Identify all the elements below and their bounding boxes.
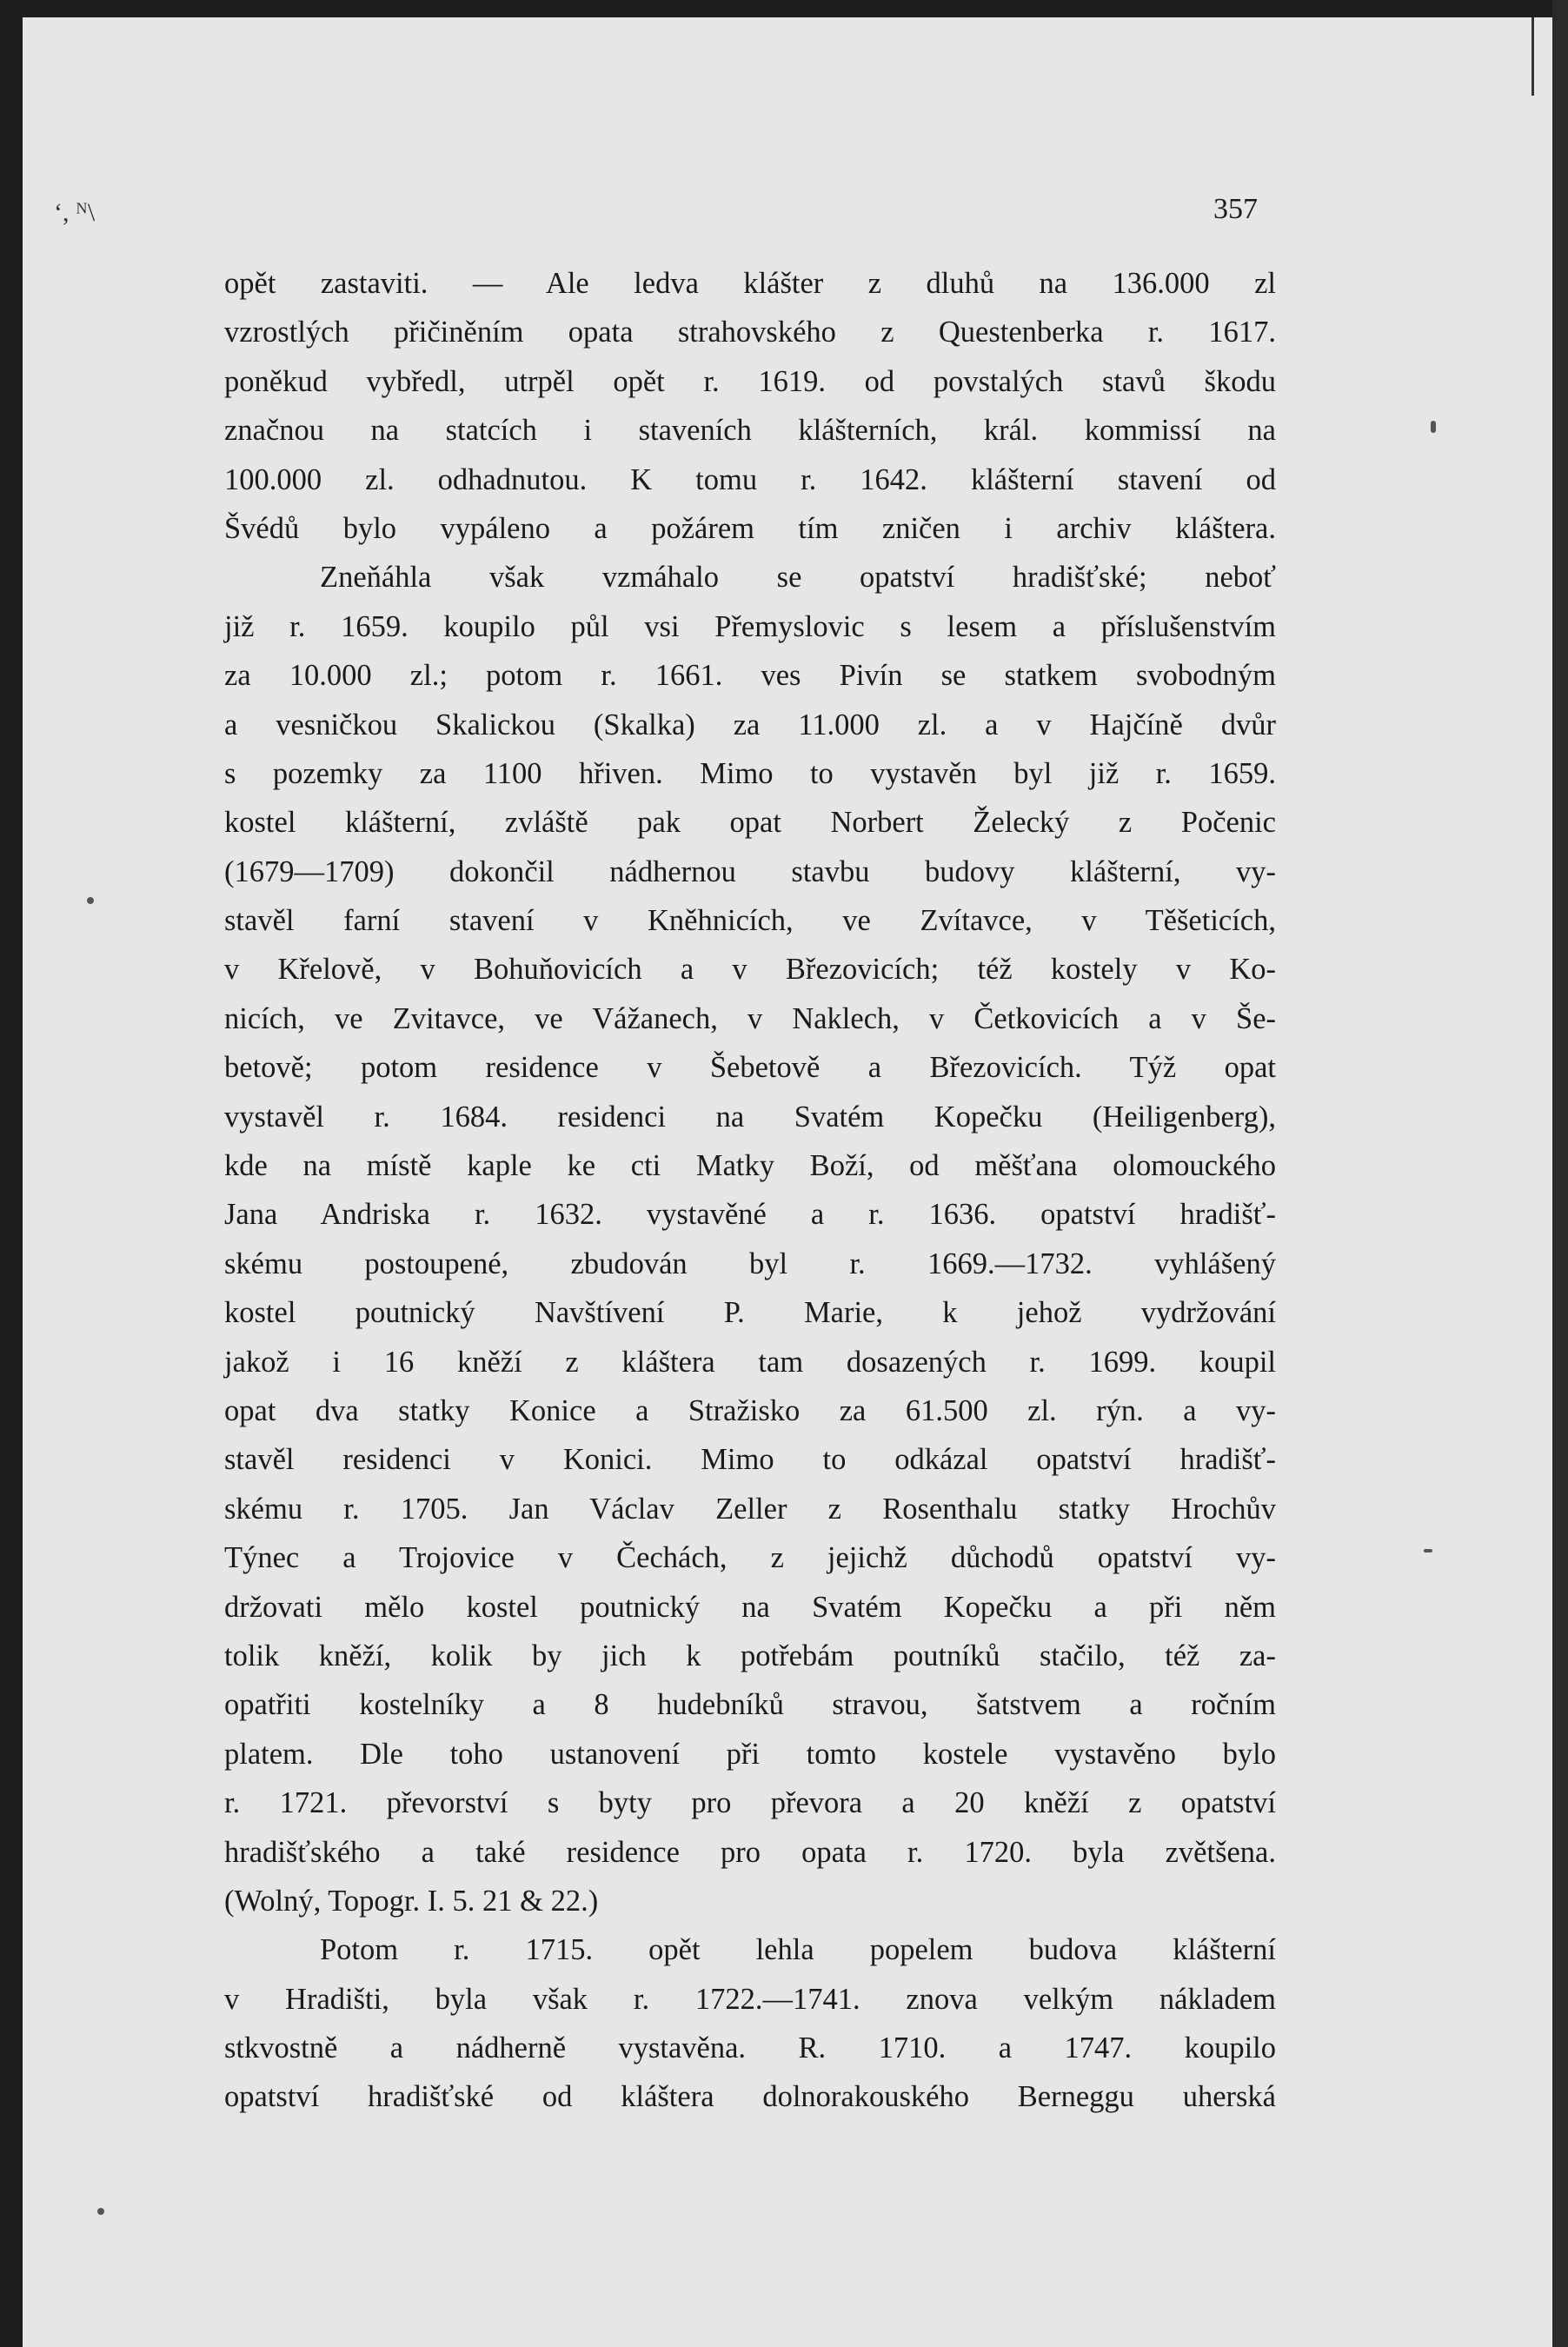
text-line: opatství hradišťské od kláštera dolnorakouského Berneggu uherská	[224, 2080, 1276, 2114]
margin-speck	[87, 897, 94, 904]
margin-speck	[1431, 421, 1436, 433]
text-line: s pozemky za 1100 hřiven. Mimo to vystavěn byl již r. 1659.	[224, 756, 1276, 790]
text-line: opat dva statky Konice a Stražisko za 61.500 zl. rýn. a vy-	[224, 1393, 1276, 1427]
fold-mark	[1531, 17, 1534, 96]
text-line: skému postoupené, zbudován byl r. 1669.—1732. vyhlášený	[224, 1247, 1276, 1280]
body-text	[224, 259, 1276, 2122]
scan-border-top	[0, 0, 1568, 17]
text-line: opatřiti kostelníky a 8 hudebníků stravou, šatstvem a ročním	[224, 1688, 1276, 1722]
text-line: betově; potom residence v Šebetově a Březovicích. Týž opat	[224, 1051, 1276, 1085]
scan-border-right	[1552, 0, 1568, 2347]
text-line: v Křelově, v Bohuňovicích a v Březovicích; též kostely v Ko-	[224, 953, 1276, 987]
margin-speck	[1424, 1549, 1432, 1552]
text-line: nicích, ve Zvitavce, ve Vážanech, v Naklech, v Četkovicích a v Še-	[224, 1001, 1276, 1035]
text-line: a vesničkou Skalickou (Skalka) za 11.000 zl. a v Hajčíně dvůr	[224, 708, 1276, 741]
text-line: jakož i 16 kněží z kláštera tam dosazených r. 1699. koupil	[224, 1345, 1276, 1379]
page-number: 357	[1213, 193, 1258, 225]
text-line: Jana Andriska r. 1632. vystavěné a r. 1636. opatství hradišť-	[224, 1198, 1276, 1232]
text-line: již r. 1659. koupilo půl vsi Přemyslovic s lesem a příslušenstvím	[224, 609, 1276, 643]
text-line: Týnec a Trojovice v Čechách, z jejichž důchodů opatství vy-	[224, 1541, 1276, 1575]
text-line: Švédů bylo vypáleno a požárem tím zničen i archiv kláštera.	[224, 511, 1276, 545]
text-line: značnou na statcích i staveních klášterních, král. kommissí na	[224, 414, 1276, 448]
text-line: stavěl farní stavení v Kněhnicích, ve Zvítavce, v Těšeticích,	[224, 904, 1276, 938]
text-line: hradišťského a také residence pro opata r. 1720. byla zvětšena.	[224, 1835, 1276, 1869]
text-line: (1679—1709) dokončil nádhernou stavbu budovy klášterní, vy-	[224, 854, 1276, 888]
text-line: stkvostně a nádherně vystavěna. R. 1710. a 1747. koupilo	[224, 2031, 1276, 2065]
text-line: skému r. 1705. Jan Václav Zeller z Rosenthalu statky Hrochův	[224, 1492, 1276, 1526]
text-line: r. 1721. převorství s byty pro převora a 20 kněží z opatství	[224, 1786, 1276, 1820]
text-line: platem. Dle toho ustanovení při tomto kostele vystavěno bylo	[224, 1737, 1276, 1771]
text-line-paragraph-start: Potom r. 1715. opět lehla popelem budova klášterní	[320, 1933, 1276, 1967]
margin-speck	[97, 2208, 104, 2215]
text-line: držovati mělo kostel poutnický na Svatém Kopečku a při něm	[224, 1590, 1276, 1624]
text-line: poněkud vybředl, utrpěl opět r. 1619. od povstalých stavů škodu	[224, 364, 1276, 398]
text-line-paragraph-start: Zneňáhla však vzmáhalo se opatství hradišťské; neboť	[320, 561, 1276, 595]
text-line-paragraph-end: (Wolný, Topogr. I. 5. 21 & 22.)	[224, 1884, 599, 1918]
text-line: za 10.000 zl.; potom r. 1661. ves Pivín se statkem svobodným	[224, 659, 1276, 693]
corner-mark: ʻ, ᴺ\	[54, 198, 96, 227]
text-line: 100.000 zl. odhadnutou. K tomu r. 1642. klášterní stavení od	[224, 462, 1276, 496]
text-line: opět zastaviti. — Ale ledva klášter z dluhů na 136.000 zl	[224, 267, 1276, 300]
text-line: vzrostlých přičiněním opata strahovského z Questenberka r. 1617.	[224, 316, 1276, 349]
text-line: kostel poutnický Navštívení P. Marie, k jehož vydržování	[224, 1296, 1276, 1330]
text-line: v Hradišti, byla však r. 1722.—1741. znova velkým nákladem	[224, 1982, 1276, 2016]
text-line: tolik kněží, kolik by jich k potřebám poutníků stačilo, též za-	[224, 1639, 1276, 1672]
text-line: stavěl residenci v Konici. Mimo to odkázal opatství hradišť-	[224, 1443, 1276, 1477]
text-line: vystavěl r. 1684. residenci na Svatém Kopečku (Heiligenberg),	[224, 1100, 1276, 1134]
text-line: kde na místě kaple ke cti Matky Boží, od měšťana olomouckého	[224, 1149, 1276, 1183]
text-line: kostel klášterní, zvláště pak opat Norbert Želecký z Počenic	[224, 806, 1276, 840]
scan-border-left	[0, 0, 23, 2347]
